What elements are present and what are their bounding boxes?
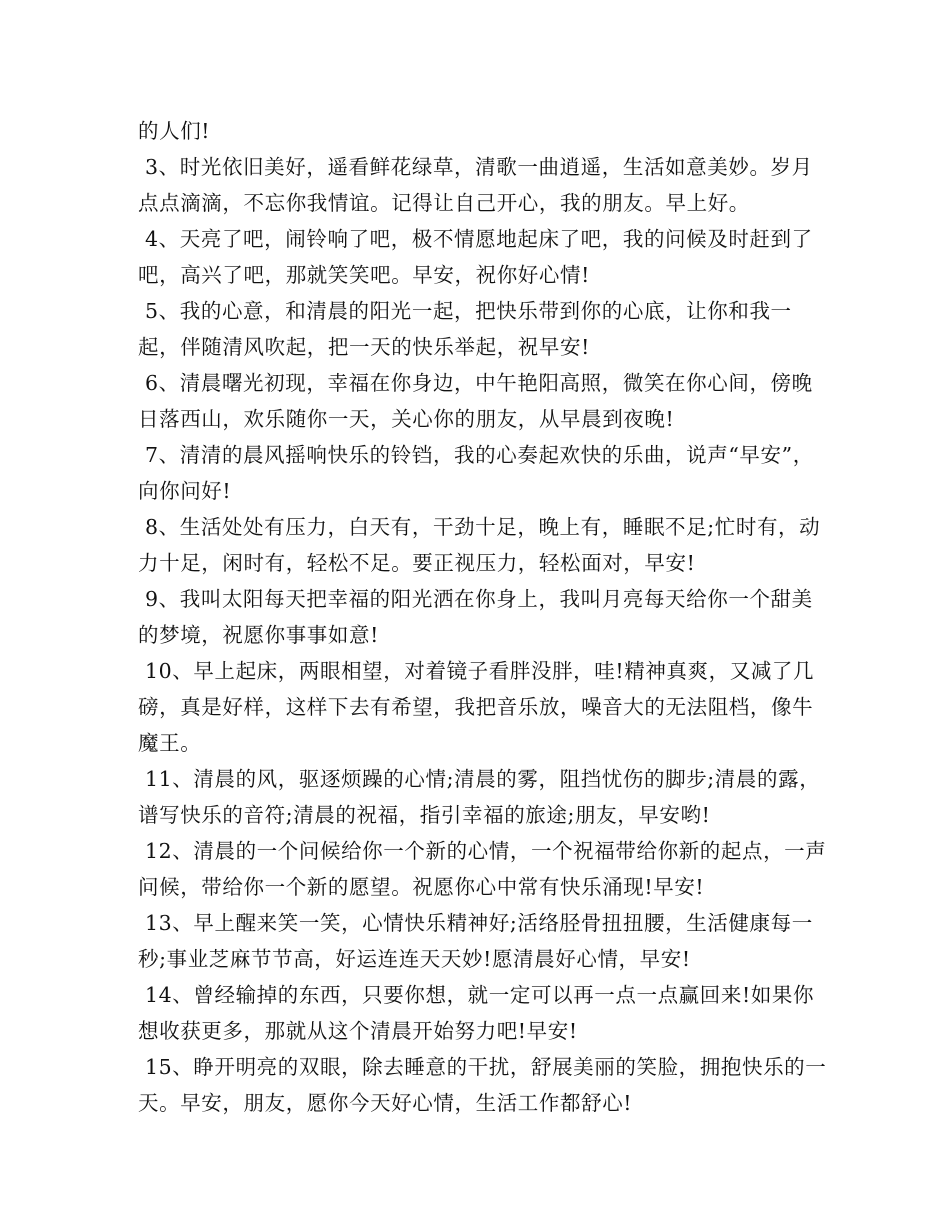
greeting-item-11: 11、清晨的风，驱逐烦躁的心情;清晨的雾，阻挡忧伤的脚步;清晨的露，谱写快乐的音符;清晨的祝福，指引幸福的旅途;朋友，早安哟! xyxy=(138,767,821,827)
greeting-item-10: 10、早上起床，两眼相望，对着镜子看胖没胖，哇!精神真爽，又减了几磅，真是好样，这样下去有希望，我把音乐放，噪音大的无法阻档，像牛魔王。 xyxy=(138,659,815,755)
greeting-item-3: 3、时光依旧美好，遥看鲜花绿草，清歌一曲逍遥，生活如意美妙。岁月点点滴滴，不忘你我情谊。记得让自己开心，我的朋友。早上好。 xyxy=(138,155,813,215)
continuation-line: 的人们! xyxy=(138,119,211,143)
greeting-item-8: 8、生活处处有压力，白天有，干劲十足，晚上有，睡眠不足;忙时有，动力十足，闲时有，轻松不足。要正视压力，轻松面对，早安! xyxy=(138,515,821,575)
document-body xyxy=(138,113,828,1121)
greeting-item-12: 12、清晨的一个问候给你一个新的心情，一个祝福带给你新的起点，一声问候，带给你一个新的愿望。祝愿你心中常有快乐涌现!早安! xyxy=(138,839,827,899)
greeting-item-5: 5、我的心意，和清晨的阳光一起，把快乐带到你的心底，让你和我一起，伴随清风吹起，把一天的快乐举起，祝早安! xyxy=(138,299,792,359)
greeting-item-15: 15、睁开明亮的双眼，除去睡意的干扰，舒展美丽的笑脸，拥抱快乐的一天。早安，朋友，愿你今天好心情，生活工作都舒心! xyxy=(138,1055,827,1115)
greeting-item-13: 13、早上醒来笑一笑，心情快乐精神好;活络胫骨扭扭腰，生活健康每一秒;事业芝麻节节高，好运连连天天妙!愿清晨好心情，早安! xyxy=(138,911,813,971)
greeting-item-7: 7、清清的晨风摇响快乐的铃铛，我的心奏起欢快的乐曲，说声“早安”，向你问好! xyxy=(138,443,814,503)
greeting-item-9: 9、我叫太阳每天把幸福的阳光洒在你身上，我叫月亮每天给你一个甜美的梦境，祝愿你事事如意! xyxy=(138,587,813,647)
greeting-item-6: 6、清晨曙光初现，幸福在你身边，中午艳阳高照，微笑在你心间，傍晚日落西山，欢乐随你一天，关心你的朋友，从早晨到夜晚! xyxy=(138,371,813,431)
greeting-item-14: 14、曾经输掉的东西，只要你想，就一定可以再一点一点赢回来!如果你想收获更多，那就从这个清晨开始努力吧!早安! xyxy=(138,983,815,1043)
greeting-item-4: 4、天亮了吧，闹铃响了吧，极不情愿地起床了吧，我的问候及时赶到了吧，高兴了吧，那就笑笑吧。早安，祝你好心情! xyxy=(138,227,813,287)
